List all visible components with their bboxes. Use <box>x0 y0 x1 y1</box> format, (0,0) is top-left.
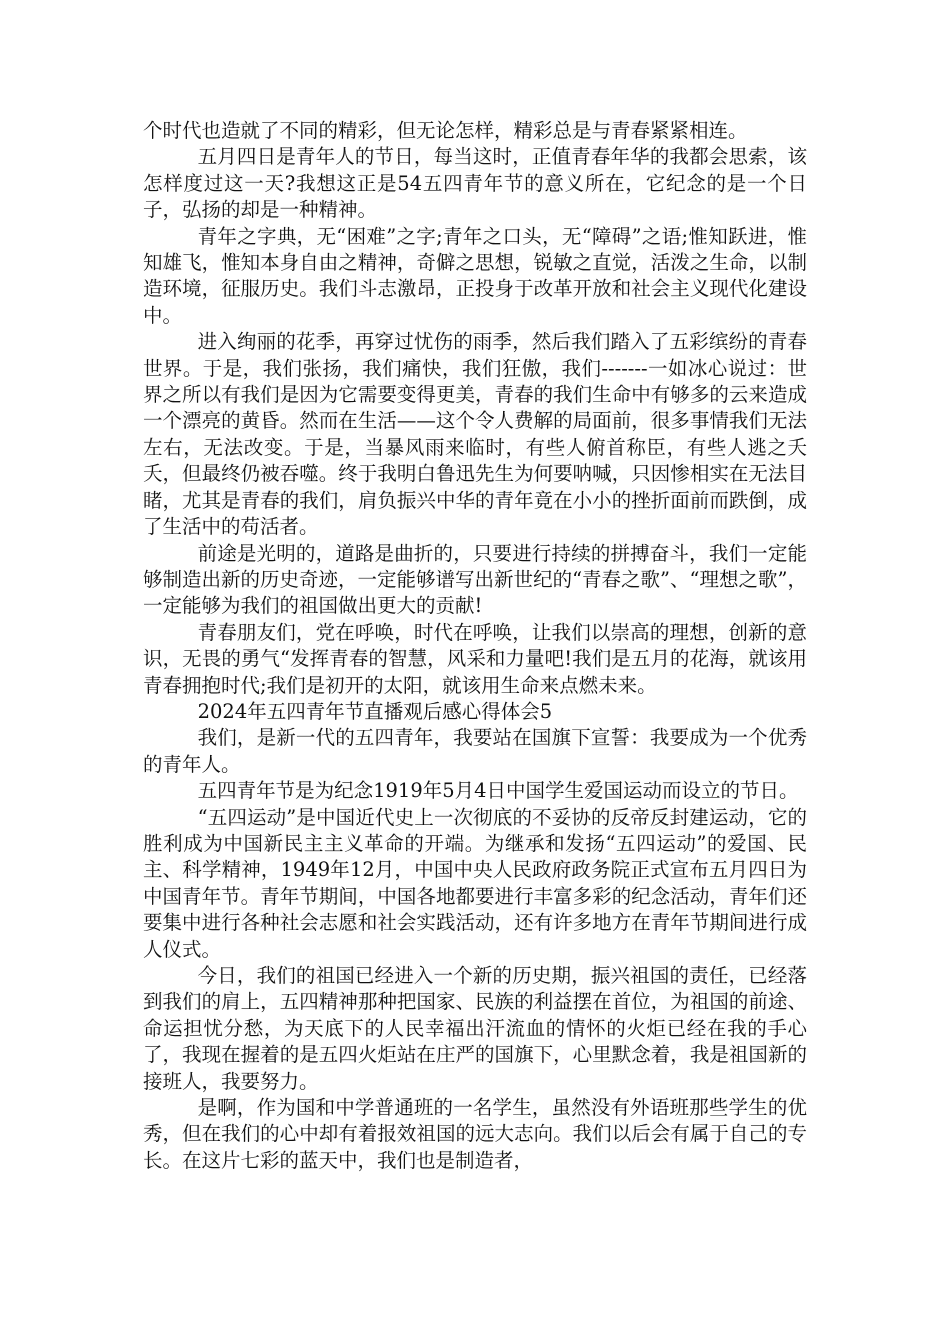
paragraph: 五月四日是青年人的节日，每当这时，正值青春年华的我都会思索，该怎样度过这一天?我想这正是54五四青年节的意义所在，它纪念的是一个日子，弘扬的却是一种精神。 <box>143 145 807 222</box>
document-body <box>143 118 807 1174</box>
paragraph: 青年之字典，无“困难”之字;青年之口头，无“障碍”之语;惟知跃进，惟知雄飞，惟知本身自由之精神，奇僻之思想，锐敏之直觉，活泼之生命，以制造环境，征服历史。我们斗志激昂，正投身于改革开放和社会主义现代化建设中。 <box>143 224 807 327</box>
paragraph: “五四运动”是中国近代史上一次彻底的不妥协的反帝反封建运动，它的胜利成为中国新民主主义革命的开端。为继承和发扬“五四运动”的爱国、民主、科学精神，1949年12月，中国中央人民政府政务院正式宣布五月四日为中国青年节。青年节期间，中国各地都要进行丰富多彩的纪念活动，青年们还要集中进行各种社会志愿和社会实践活动，还有许多地方在青年节期间进行成人仪式。 <box>143 805 807 961</box>
paragraph: 前途是光明的，道路是曲折的，只要进行持续的拼搏奋斗，我们一定能够制造出新的历史奇迹，一定能够谱写出新世纪的“青春之歌”、“理想之歌”，一定能够为我们的祖国做出更大的贡献! <box>143 541 807 618</box>
paragraph: 今日，我们的祖国已经进入一个新的历史期，振兴祖国的责任，已经落到我们的肩上，五四精神那种把国家、民族的利益摆在首位，为祖国的前途、命运担忧分愁，为天底下的人民幸福出汗流血的情怀的火炬已经在我的手心了，我现在握着的是五四火炬站在庄严的国旗下，心里默念着，我是祖国新的接班人，我要努力。 <box>143 964 807 1093</box>
paragraph: 进入绚丽的花季，再穿过忧伤的雨季，然后我们踏入了五彩缤纷的青春世界。于是，我们张扬，我们痛快，我们狂傲，我们-------一如冰心说过：世界之所以有我们是因为它需要变得更美，青春的我们生命中有够多的云来造成一个漂亮的黄昏。然而在生活——这个令人费解的局面前，很多事情我们无法左右，无法改变。于是，当暴风雨来临时，有些人俯首称臣，有些人逃之夭夭，但最终仍被吞噬。终于我明白鲁迅先生为何要呐喊，只因惨相实在无法目睹，尤其是青春的我们，肩负振兴中华的青年竟在小小的挫折面前而跌倒，成了生活中的苟活者。 <box>143 330 807 539</box>
paragraph: 我们，是新一代的五四青年，我要站在国旗下宣誓：我要成为一个优秀的青年人。 <box>143 726 807 776</box>
paragraph: 五四青年节是为纪念1919年5月4日中国学生爱国运动而设立的节日。 <box>197 779 799 803</box>
paragraph: 是啊，作为国和中学普通班的一名学生，虽然没有外语班那些学生的优秀，但在我们的心中却有着报效祖国的远大志向。我们以后会有属于自己的专长。在这片七彩的蓝天中，我们也是制造者， <box>143 1096 807 1172</box>
paragraph: 青春朋友们，党在呼唤，时代在呼唤，让我们以崇高的理想，创新的意识，无畏的勇气“发挥青春的智慧，风采和力量吧!我们是五月的花海，就该用青春拥抱时代;我们是初开的太阳，就该用生命来点燃未来。 <box>143 620 807 697</box>
paragraph-continuation: 个时代也造就了不同的精彩，但无论怎样，精彩总是与青春紧紧相连。 <box>143 119 748 142</box>
section-heading: 2024年五四青年节直播观后感心得体会5 <box>197 699 553 723</box>
